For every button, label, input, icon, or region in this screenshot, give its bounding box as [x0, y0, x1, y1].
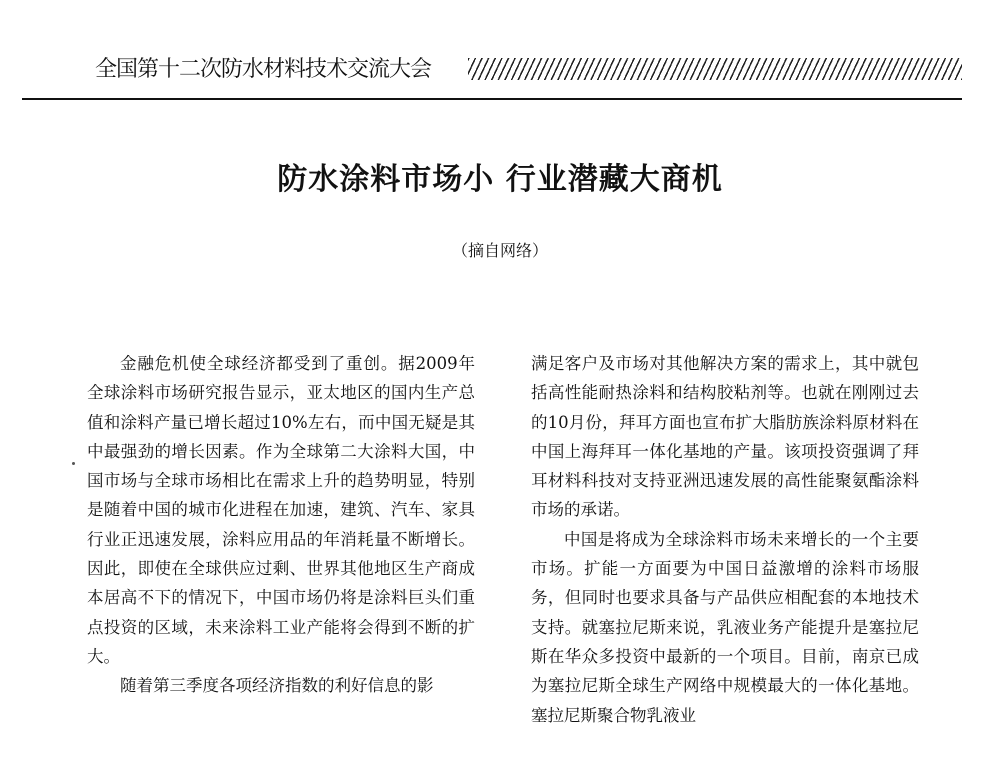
paragraph-continued: 满足客户及市场对其他解决方案的需求上，其中就包括高性能耐热涂料和结构胶粘剂等。也就在刚刚过去的10月份，拜耳方面也宣布扩大脂肪族涂料原材料在中国上海拜耳一体化基地的产量。该项投资强调了拜耳材料科技对支持亚洲迅速发展的高性能聚氨酯涂料市场的承诺。	[531, 354, 919, 520]
paragraph: 随着第三季度各项经济指数的利好信息的影	[120, 676, 434, 696]
paragraph: 金融危机使全球经济都受到了重创。据2009年全球涂料市场研究报告显示，亚太地区的国内生产总值和涂料产量已增长超过10%左右，而中国无疑是其中最强劲的增长因素。作为全球第二大涂料大国，中国市场与全球市场相比在需求上升的趋势明显，特别是随着中国的城市化进程在加速，建筑、汽车、家具行业正迅速发展，涂料应用品的年消耗量不断增长。因此，即使在全球供应过剩、世界其他地区生产商成本居高不下的情况下，中国市场仍将是涂料巨头们重点投资的区域，未来涂料工业产能将会得到不断的扩大。	[87, 354, 475, 666]
header-rule	[22, 98, 962, 100]
article-source: （摘自网络）	[451, 241, 548, 260]
scan-speck	[72, 462, 75, 465]
article-title: 防水涂料市场小 行业潜藏大商机	[277, 162, 723, 197]
right-column	[531, 349, 919, 730]
paragraph: 中国是将成为全球涂料市场未来增长的一个主要市场。扩能一方面要为中国日益激增的涂料市场服务，但同时也要求具备与产品供应相配套的本地技术支持。就塞拉尼斯来说，乳液业务产能提升是塞拉尼斯在华众多投资中最新的一个项目。目前，南京已成为塞拉尼斯全球生产网络中规模最大的一体化基地。塞拉尼斯聚合物乳液业	[531, 529, 919, 725]
conference-title: 全国第十二次防水材料技术交流大会	[95, 57, 432, 82]
left-column	[87, 349, 475, 701]
header-hatch-decoration	[468, 58, 962, 80]
